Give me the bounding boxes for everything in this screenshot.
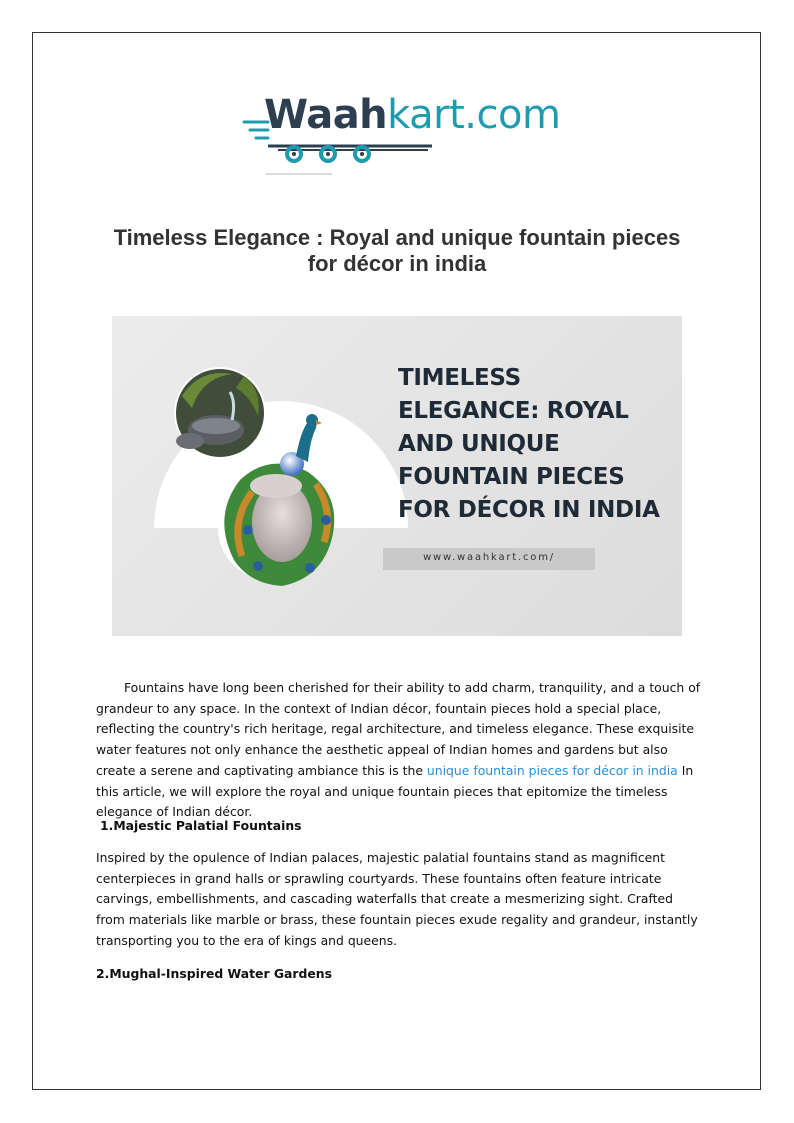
section-body-1: Inspired by the opulence of Indian palaces, majestic palatial fountains stand as magnificent centerpieces in grand halls or sprawling courtyards. These fountains often feature intricate carvings, embellishments, and cascading waterfalls that create a mesmerizing sight. Crafted from materials like marble or brass, these fountain pieces exude regality and grandeur, instantly transporting you to the era of kings and queens. xyxy=(96,850,698,948)
logo-text-part1: Waah xyxy=(264,92,388,138)
intro-paragraph xyxy=(96,678,702,823)
banner-image xyxy=(112,316,682,636)
page-title: Timeless Elegance : Royal and unique fountain pieces for décor in india xyxy=(113,225,681,276)
logo-wordmark xyxy=(264,92,560,138)
waahkart-logo[interactable] xyxy=(242,90,562,180)
unique-fountain-link[interactable]: unique fountain pieces for décor in india xyxy=(426,762,678,778)
intro-text-before: Fountains have long been cherished for their ability to add charm, tranquility, and a touch of grandeur to any space. In the context of Indian décor, fountain pieces hold a special place, reflecting the country's rich heritage, regal architecture, and timeless elegance. These exquisite water features not only enhance the aesthetic appeal of Indian homes and gardens but also create a serene and captivating ambiance this is the xyxy=(96,680,701,778)
section-heading-2: 2.Mughal-Inspired Water Gardens xyxy=(96,966,332,981)
section-heading-1: 1.Majestic Palatial Fountains xyxy=(100,818,302,833)
logo-text-part2: kart.com xyxy=(387,92,561,138)
banner-url: www.waahkart.com/ xyxy=(423,552,555,563)
banner-heading: TIMELESS ELEGANCE: ROYAL AND UNIQUE FOUNTAIN PIECES FOR DÉCOR IN INDIA xyxy=(398,365,660,523)
intro-text-after: In this article, we will explore the royal and unique fountain pieces that epitomize the timeless elegance of Indian décor. xyxy=(96,762,694,820)
banner-url-box xyxy=(383,548,595,570)
